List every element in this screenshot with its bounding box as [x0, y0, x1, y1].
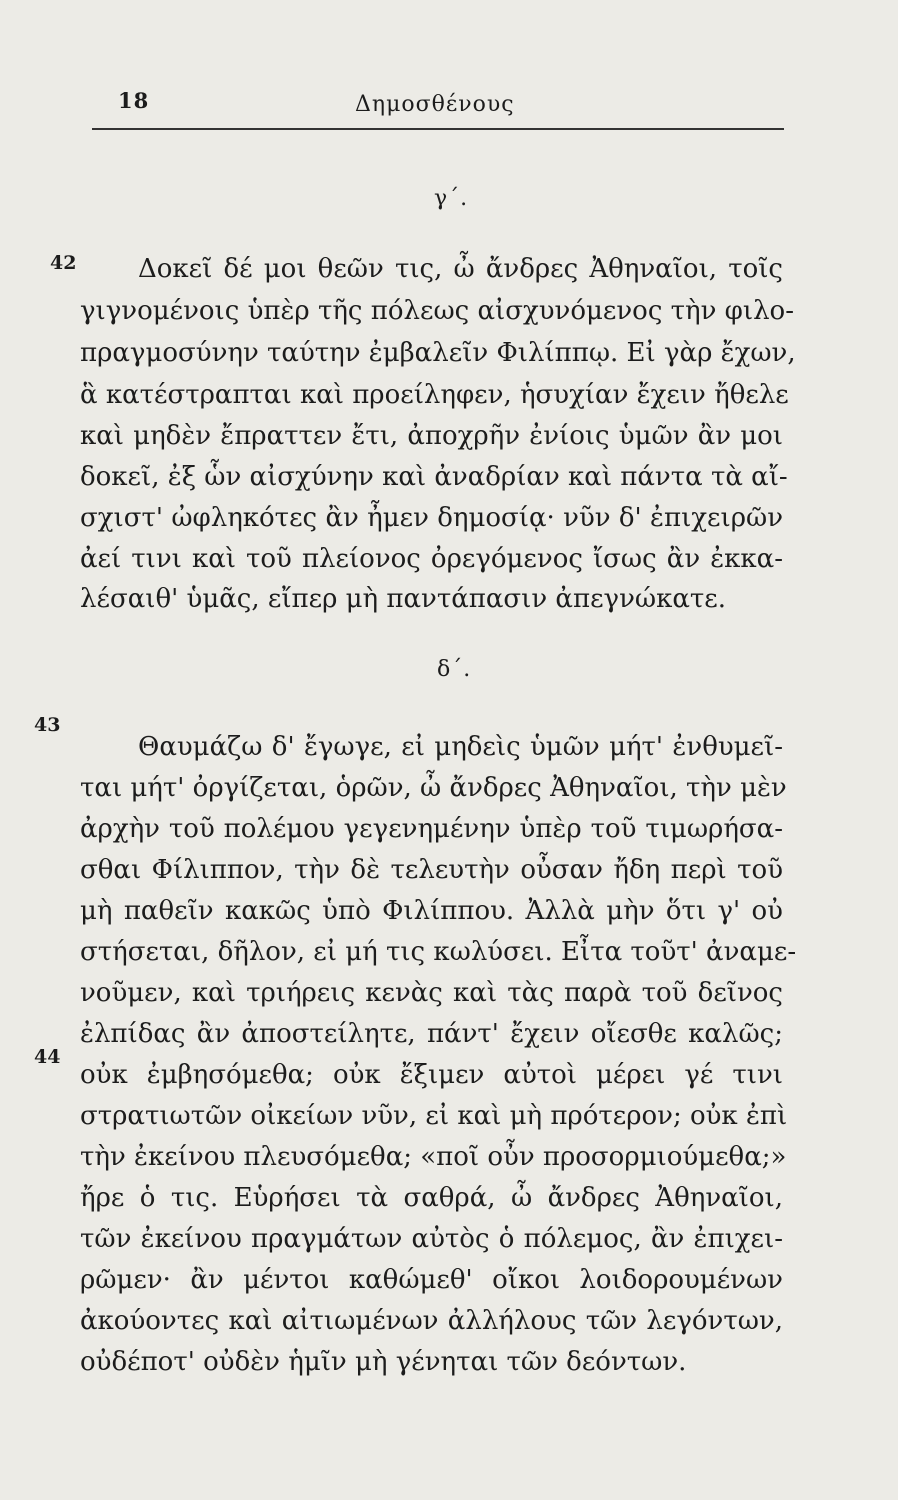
text-line: δοκεῖ, ἐξ ὧν αἰσχύνην καὶ ἀναδρίαν καὶ πάντα τὰ αἴ- [80, 462, 788, 492]
text-line: ἀεί τινι καὶ τοῦ πλείονος ὀρεγόμενος ἴσως ἂν ἐκκα- [80, 544, 783, 574]
running-title: Δημοσθένους [355, 92, 515, 117]
text-line: Δοκεῖ δέ μοι θεῶν τις, ὦ ἄνδρες Ἀθηναῖοι, τοῖς [138, 254, 783, 284]
text-line: ρῶμεν· ἂν μέντοι καθώμεθ' οἴκοι λοιδορουμένων [80, 1265, 783, 1295]
section-mark-d: δ΄. [437, 657, 472, 682]
paragraph-number-42: 42 [50, 252, 77, 274]
text-line: ἤρε ὁ τις. Εὑρήσει τὰ σαθρά, ὦ ἄνδρες Ἀθηναῖοι, [80, 1183, 783, 1213]
text-line: ἀρχὴν τοῦ πολέμου γεγενημένην ὑπὲρ τοῦ τιμωρήσα- [80, 814, 783, 844]
text-line: ἃ κατέστραπται καὶ προείληφεν, ἡσυχίαν ἔχειν ἤθελε [80, 380, 789, 410]
section-mark-c: γ΄. [434, 186, 469, 211]
text-line: ἀκούοντες καὶ αἰτιωμένων ἀλλήλους τῶν λεγόντων, [80, 1306, 783, 1336]
text-line: στρατιωτῶν οἰκείων νῦν, εἰ καὶ μὴ πρότερον; οὐκ ἐπὶ [80, 1101, 788, 1131]
text-line: νοῦμεν, καὶ τριήρεις κενὰς καὶ τὰς παρὰ τοῦ δεῖνος [80, 978, 783, 1008]
text-line: μὴ παθεῖν κακῶς ὑπὸ Φιλίππου. Ἀλλὰ μὴν ὅτι γ' οὐ [80, 896, 783, 926]
text-line: καὶ μηδὲν ἔπραττεν ἔτι, ἀποχρῆν ἐνίοις ὑμῶν ἂν μοι [80, 421, 783, 451]
text-line: τὴν ἐκείνου πλευσόμεθα; «ποῖ οὖν προσορμιούμεθα;» [80, 1142, 787, 1172]
text-line: οὐκ ἐμβησόμεθα; οὐκ ἔξιμεν αὐτοὶ μέρει γέ τινι [80, 1060, 783, 1090]
text-line: ται μήτ' ὀργίζεται, ὁρῶν, ὦ ἄνδρες Ἀθηναῖοι, τὴν μὲν [80, 773, 787, 803]
text-line: σχιστ' ὠφληκότες ἂν ἦμεν δημοσίᾳ· νῦν δ' ἐπιχειρῶν [80, 503, 783, 533]
paragraph-number-44: 44 [34, 1046, 61, 1068]
header-rule [92, 128, 784, 130]
paragraph-number-43: 43 [34, 714, 61, 736]
text-line: τῶν ἐκείνου πραγμάτων αὐτὸς ὁ πόλεμος, ἂν ἐπιχει- [80, 1224, 783, 1254]
page-number: 18 [118, 88, 150, 113]
text-line: ἐλπίδας ἂν ἀποστείλητε, πάντ' ἔχειν οἴεσθε καλῶς; [80, 1019, 783, 1049]
text-line: σθαι Φίλιππον, τὴν δὲ τελευτὴν οὖσαν ἤδη περὶ τοῦ [80, 855, 783, 885]
text-line: στήσεται, δῆλον, εἰ μή τις κωλύσει. Εἶτα τοῦτ' ἀναμε- [80, 937, 797, 967]
text-line: οὐδέποτ' οὐδὲν ἡμῖν μὴ γένηται τῶν δεόντων. [80, 1347, 687, 1377]
text-line: Θαυμάζω δ' ἔγωγε, εἰ μηδεὶς ὑμῶν μήτ' ἐνθυμεῖ- [138, 732, 783, 762]
text-line: γιγνομένοις ὑπὲρ τῆς πόλεως αἰσχυνόμενος τὴν φιλο- [80, 296, 794, 326]
text-line: πραγμοσύνην ταύτην ἐμβαλεῖν Φιλίππῳ. Εἰ γὰρ ἔχων, [80, 338, 796, 368]
text-line: λέσαιθ' ὑμᾶς, εἴπερ μὴ παντάπασιν ἀπεγνώκατε. [80, 584, 727, 614]
